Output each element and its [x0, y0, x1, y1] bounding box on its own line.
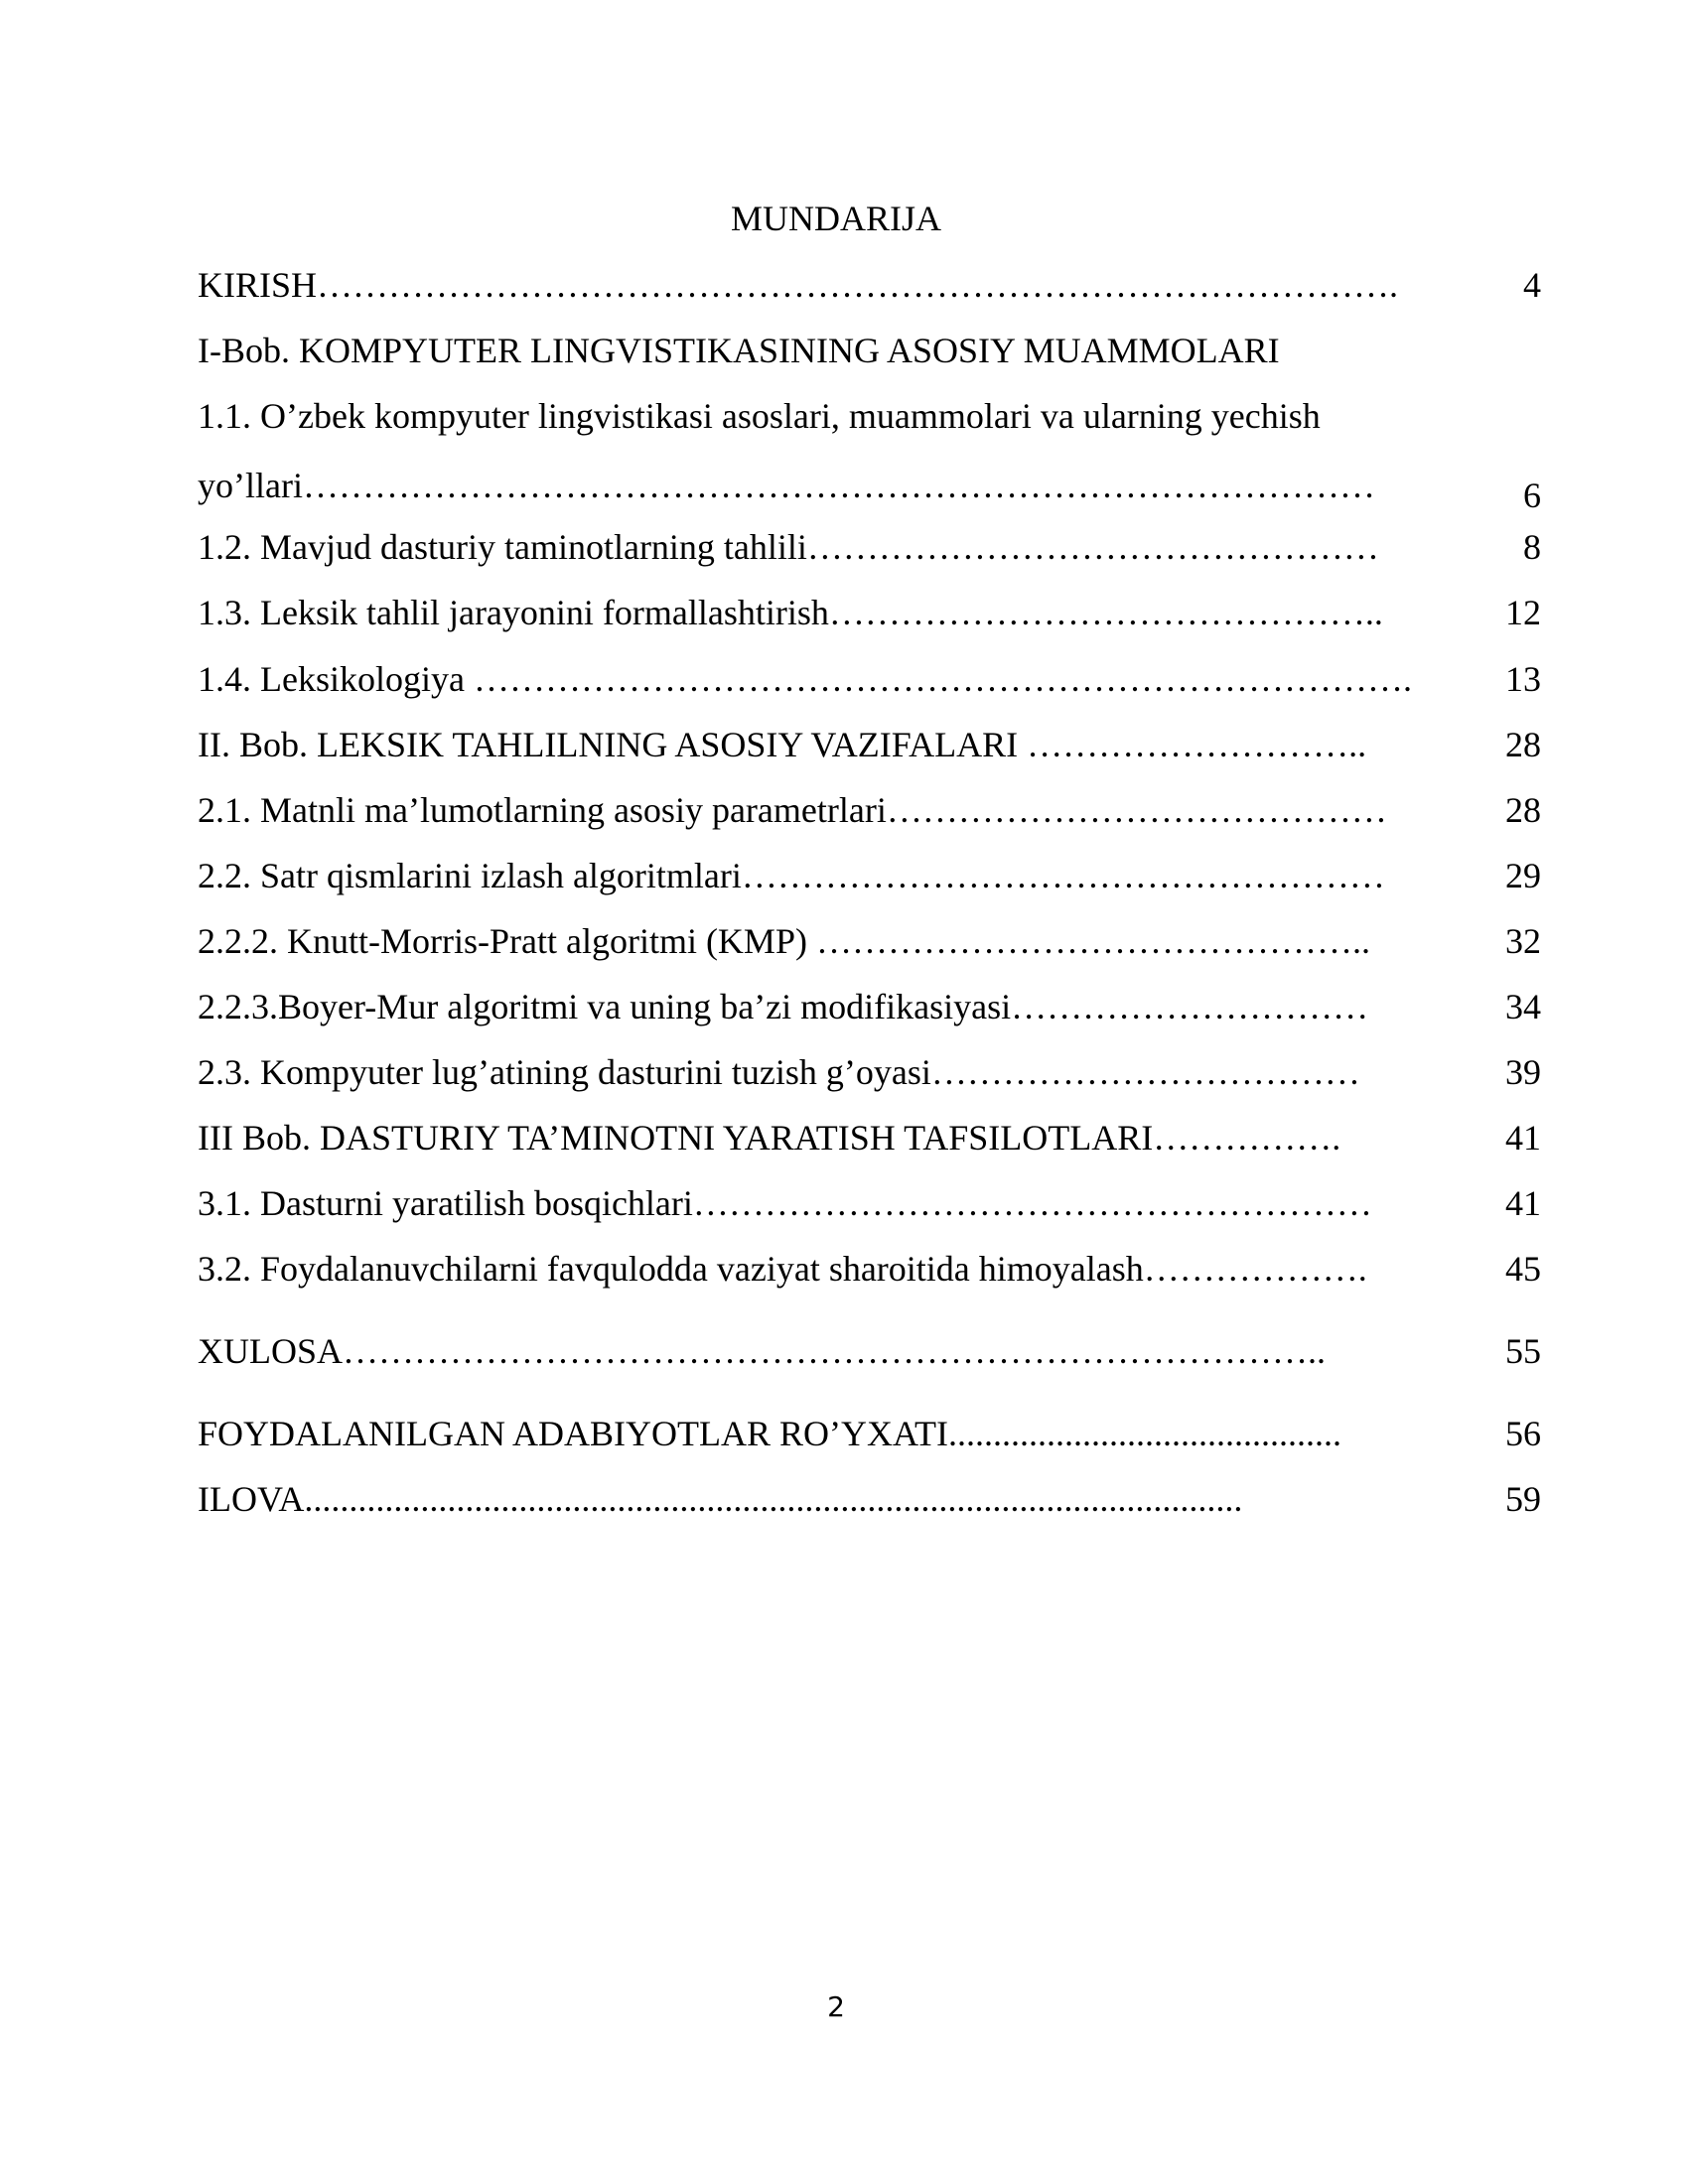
toc-entry: [198, 1179, 1541, 1227]
toc-entry: [198, 523, 1541, 571]
toc-entry: [198, 655, 1541, 703]
toc-entry-page: 29: [1505, 856, 1541, 895]
toc-entry-page: 56: [1505, 1414, 1541, 1453]
toc-entry-text: 2.1. Matnli ma’lumotlarning asosiy parametrlari……………………………………: [198, 790, 1387, 830]
toc-entry-page: 34: [1505, 987, 1541, 1026]
toc-entry-text: 2.2.2. Knutt-Morris-Pratt algoritmi (KMP) ………………………………………..: [198, 921, 1370, 961]
toc-entry-page: 39: [1505, 1052, 1541, 1092]
toc-entry-text: XULOSA………………………………………………………………………..: [198, 1331, 1327, 1371]
toc-entry-page: 6: [1523, 476, 1541, 515]
toc-entry-text: I-Bob. KOMPYUTER LINGVISTIKASINING ASOSIY MUAMMOLARI: [198, 331, 1280, 370]
toc-entry: [198, 1048, 1541, 1096]
toc-entry: [198, 327, 1541, 374]
toc-entry-text: FOYDALANILGAN ADABIYOTLAR RO’YXATI............................................: [198, 1414, 1341, 1453]
toc-entry-text: 1.1. O’zbek kompyuter lingvistikasi asoslari, muammolari va ularning yechish: [198, 396, 1321, 436]
toc-entry-page: 41: [1505, 1118, 1541, 1158]
toc-entry-text: 3.2. Foydalanuvchilarni favqulodda vaziyat sharoitida himoyalash……………….: [198, 1249, 1367, 1289]
toc-entry-text: 3.1. Dasturni yaratilish bosqichlari…………………………………………………: [198, 1183, 1372, 1223]
toc-entry: [198, 983, 1541, 1030]
toc-entry-page: 13: [1505, 659, 1541, 699]
toc-entry-text: KIRISH……………………………………………………………………………….: [198, 265, 1399, 305]
toc-entry-text: 1.4. Leksikologiya …………………………………………………………………….: [198, 659, 1412, 699]
toc-entry: [198, 392, 1541, 440]
toc-entry: [198, 462, 1541, 515]
toc-entry: [198, 917, 1541, 965]
toc-entry: [198, 1114, 1541, 1161]
toc-entry-page: 12: [1505, 593, 1541, 632]
toc-entry-text: 2.2. Satr qismlarini izlash algoritmlari………………………………………………: [198, 856, 1385, 895]
toc-entry-page: 28: [1505, 725, 1541, 764]
toc-entry-page: 59: [1505, 1479, 1541, 1519]
toc-entry: [198, 1245, 1541, 1293]
page-number: 2: [827, 1990, 845, 2023]
toc-entry-page: 41: [1505, 1183, 1541, 1223]
toc-entry-text: yo’llari………………………………………………………………………………: [198, 466, 1375, 505]
toc-entry-page: 55: [1505, 1331, 1541, 1371]
toc-entry-page: 4: [1523, 265, 1541, 305]
toc-entry-text: II. Bob. LEKSIK TAHLILNING ASOSIY VAZIFALARI ………………………..: [198, 725, 1367, 764]
toc-entry: [198, 1410, 1541, 1457]
toc-entry: [198, 1327, 1541, 1375]
toc-entry: [198, 1475, 1541, 1523]
toc-entry-text: 2.2.3.Boyer-Mur algoritmi va uning ba’zi modifikasiyasi…………………………: [198, 987, 1369, 1026]
toc-entry-text: III Bob. DASTURIY TA’MINOTNI YARATISH TAFSILOTLARI…………….: [198, 1118, 1341, 1158]
toc-entry-page: 32: [1505, 921, 1541, 961]
toc-entry-page: 8: [1523, 527, 1541, 567]
toc-entry-text: 1.3. Leksik tahlil jarayonini formallashtirish………………………………………..: [198, 593, 1383, 632]
toc-entry: [198, 786, 1541, 834]
toc-entry-text: ILOVA.........................................................................................................: [198, 1479, 1243, 1519]
toc-entry: [198, 852, 1541, 899]
toc-entry-text: 1.2. Mavjud dasturiy taminotlarning tahlili…………………………………………: [198, 527, 1379, 567]
toc-entry-text: 2.3. Kompyuter lug’atining dasturini tuzish g’oyasi………………………………: [198, 1052, 1360, 1092]
document-title: MUNDARIJA: [730, 199, 941, 238]
toc-entry: [198, 721, 1541, 768]
toc-entry: [198, 589, 1541, 636]
toc-entry: [198, 261, 1541, 309]
toc-entry-page: 28: [1505, 790, 1541, 830]
toc-entry-page: 45: [1505, 1249, 1541, 1289]
